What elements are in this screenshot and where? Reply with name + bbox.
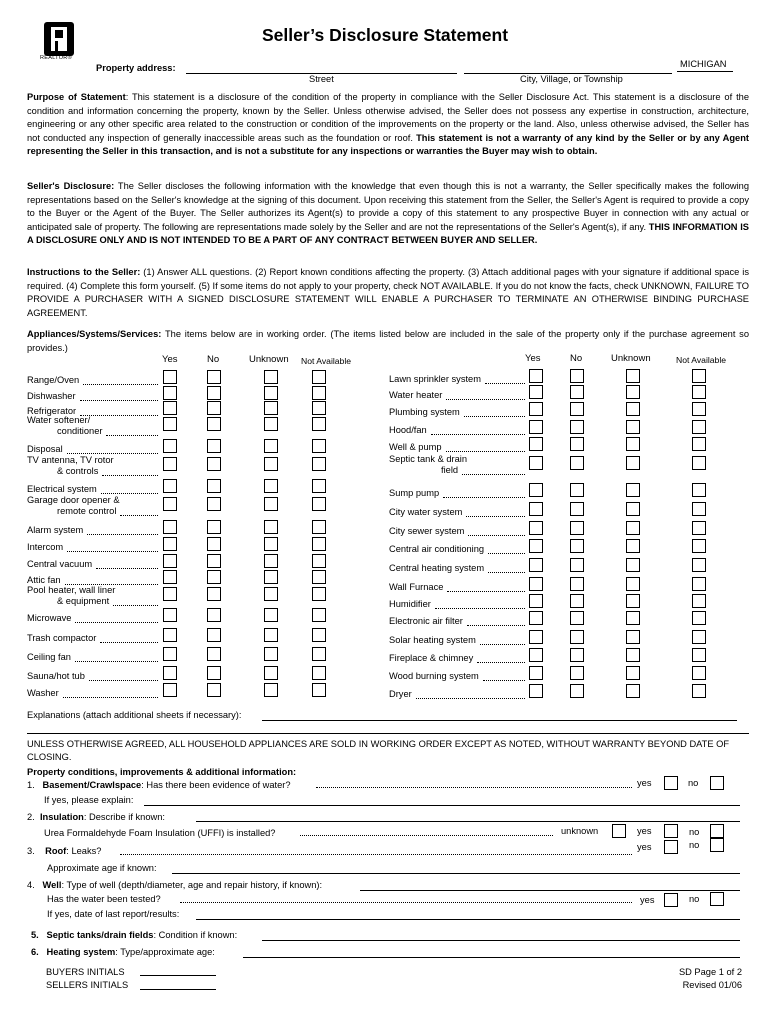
right-item-electronic-air-filter-yes-checkbox[interactable] <box>529 611 543 625</box>
right-item-city-sewer-system-yes-checkbox[interactable] <box>529 521 543 535</box>
left-item-sauna-hot-tub-yes-checkbox[interactable] <box>163 666 177 680</box>
left-item-trash-compactor-no-checkbox[interactable] <box>207 628 221 642</box>
right-item-sump-pump-leader <box>443 497 525 498</box>
right-item-city-sewer-system-no-checkbox[interactable] <box>570 521 584 535</box>
state-underline <box>677 71 733 72</box>
left-item-tv-antenna-tv-rotor-no-checkbox[interactable] <box>207 457 221 471</box>
right-item-sump-pump-unknown-checkbox[interactable] <box>626 483 640 497</box>
left-item-dishwasher-yes-checkbox[interactable] <box>163 386 177 400</box>
left-item-water-softener-unknown-checkbox[interactable] <box>264 417 278 431</box>
right-item-water-heater-unknown-checkbox[interactable] <box>626 385 640 399</box>
right-col-yes: Yes <box>525 353 541 364</box>
warranty-note: UNLESS OTHERWISE AGREED, ALL HOUSEHOLD APPLIANCES ARE SOLD IN WORKING ORDER EXCEPT AS NOTED, WITHOUT WARRANTY BEYOND DATE OF CLOSING. <box>27 739 730 762</box>
left-item-attic-fan-na-checkbox[interactable] <box>312 570 326 584</box>
left-item-trash-compactor-leader <box>100 642 158 643</box>
right-item-central-air-conditioning-yes-checkbox[interactable] <box>529 539 543 553</box>
right-item-lawn-sprinkler-system-label: Lawn sprinkler system <box>389 374 481 384</box>
right-item-central-heating-system-unknown-checkbox[interactable] <box>626 558 640 572</box>
left-item-tv-antenna-tv-rotor-yes-checkbox[interactable] <box>163 457 177 471</box>
realtor-logo-text: REALTOR® <box>40 55 72 61</box>
q4-date-field[interactable] <box>196 919 740 920</box>
right-item-electronic-air-filter-na-checkbox[interactable] <box>692 611 706 625</box>
right-item-electronic-air-filter-no-checkbox[interactable] <box>570 611 584 625</box>
q3: 3. Roof: Leaks? <box>27 846 102 856</box>
q1-explain-field[interactable] <box>144 805 740 806</box>
left-item-disposal-leader <box>67 453 158 454</box>
left-item-dishwasher-label: Dishwasher <box>27 391 76 401</box>
left-col-unknown: Unknown <box>249 354 289 365</box>
left-item-garage-door-opener-unknown-checkbox[interactable] <box>264 497 278 511</box>
left-item-microwave-no-checkbox[interactable] <box>207 608 221 622</box>
left-item-central-vacuum-unknown-checkbox[interactable] <box>264 554 278 568</box>
left-item-garage-door-opener-leader <box>120 515 158 516</box>
left-item-range-oven-yes-checkbox[interactable] <box>163 370 177 384</box>
left-item-washer-yes-checkbox[interactable] <box>163 683 177 697</box>
q4-yes-checkbox[interactable] <box>664 893 678 907</box>
left-item-refrigerator-label: Refrigerator <box>27 406 77 416</box>
right-item-solar-heating-system-no-checkbox[interactable] <box>570 630 584 644</box>
right-item-central-air-conditioning-unknown-checkbox[interactable] <box>626 539 640 553</box>
left-item-central-vacuum-no-checkbox[interactable] <box>207 554 221 568</box>
left-item-ceiling-fan-unknown-checkbox[interactable] <box>264 647 278 661</box>
right-item-central-heating-system-na-checkbox[interactable] <box>692 558 706 572</box>
revision: Revised 01/06 <box>682 980 742 990</box>
left-item-microwave-na-checkbox[interactable] <box>312 608 326 622</box>
left-item-ceiling-fan-na-checkbox[interactable] <box>312 647 326 661</box>
right-item-solar-heating-system-leader <box>480 644 525 645</box>
q3-age-label: Approximate age if known: <box>47 863 157 873</box>
right-item-city-water-system-unknown-checkbox[interactable] <box>626 502 640 516</box>
left-item-ceiling-fan-no-checkbox[interactable] <box>207 647 221 661</box>
right-item-water-heater-yes-checkbox[interactable] <box>529 385 543 399</box>
right-item-central-heating-system-yes-checkbox[interactable] <box>529 558 543 572</box>
left-item-central-vacuum-leader <box>96 568 158 569</box>
left-item-attic-fan-unknown-checkbox[interactable] <box>264 570 278 584</box>
right-item-hood-fan-no-checkbox[interactable] <box>570 420 584 434</box>
right-item-humidifier-unknown-checkbox[interactable] <box>626 594 640 608</box>
left-item-sauna-hot-tub-no-checkbox[interactable] <box>207 666 221 680</box>
left-item-disposal-yes-checkbox[interactable] <box>163 439 177 453</box>
page-title: Seller’s Disclosure Statement <box>261 25 509 45</box>
explanations-field[interactable] <box>262 720 737 721</box>
left-item-disposal-no-checkbox[interactable] <box>207 439 221 453</box>
left-item-washer-label: Washer <box>27 688 59 698</box>
q4-yes-label: yes <box>640 895 655 905</box>
q2-no-label: no <box>689 827 700 837</box>
q1-dots <box>316 787 632 788</box>
q3-yes-label: yes <box>637 842 652 852</box>
instructions-paragraph: Instructions to the Seller: (1) Answer ALL questions. (2) Report known conditions affecting the property. (3) Attach additional pages with your signature if additional space is required. (4) Complete this form yourself. (5) If some items do not apply to your property, check NOT AVAILABLE. If you do not know the facts, check UNKNOWN, FAILURE TO PROVIDE A PURCHASER WITH A SIGNED DISCLOSURE STATEMENT WILL ENABLE A PURCHASER TO TERMINATE AN OTHERWISE BINDING PURCHASE AGREEMENT. <box>27 267 749 318</box>
left-item-ceiling-fan-label: Ceiling fan <box>27 652 71 662</box>
left-item-refrigerator-leader <box>80 415 158 416</box>
q4-date-label: If yes, date of last report/results: <box>47 909 180 919</box>
left-item-alarm-system-label: Alarm system <box>27 525 84 535</box>
appliances-paragraph: Appliances/Systems/Services: The items below are in working order. (The items listed below are included in the sale of the property only if the purchase agreement so provides.) <box>27 329 749 353</box>
left-item-attic-fan-label: Attic fan <box>27 575 61 585</box>
left-item-tv-antenna-tv-rotor-na-checkbox[interactable] <box>312 457 326 471</box>
left-item-garage-door-opener-no-checkbox[interactable] <box>207 497 221 511</box>
right-item-plumbing-system-unknown-checkbox[interactable] <box>626 402 640 416</box>
right-item-well-pump-na-checkbox[interactable] <box>692 437 706 451</box>
right-item-hood-fan-na-checkbox[interactable] <box>692 420 706 434</box>
left-item-alarm-system-unknown-checkbox[interactable] <box>264 520 278 534</box>
right-item-central-heating-system-leader <box>488 572 525 573</box>
left-item-disposal-unknown-checkbox[interactable] <box>264 439 278 453</box>
q3-age-field[interactable] <box>172 873 740 874</box>
right-item-fireplace-chimney-leader <box>477 662 525 663</box>
right-item-wall-furnace-no-checkbox[interactable] <box>570 577 584 591</box>
right-item-lawn-sprinkler-system-leader <box>485 383 525 384</box>
q3-dots <box>120 854 632 855</box>
q3-yes-checkbox[interactable] <box>664 840 678 854</box>
q2-unknown-checkbox[interactable] <box>612 824 626 838</box>
right-item-city-water-system-no-checkbox[interactable] <box>570 502 584 516</box>
right-item-city-sewer-system-unknown-checkbox[interactable] <box>626 521 640 535</box>
sellers-initials-label: SELLERS INITIALS <box>46 980 129 990</box>
right-col-no: No <box>570 353 583 364</box>
right-item-dryer-no-checkbox[interactable] <box>570 684 584 698</box>
city-caption: City, Village, or Township <box>520 74 623 84</box>
left-item-microwave-label: Microwave <box>27 613 72 623</box>
left-item-refrigerator-yes-checkbox[interactable] <box>163 401 177 415</box>
disclosure-paragraph: Seller's Disclosure: The Seller discloses the following information with the knowledge that even though this is not a warranty, the Seller specifically makes the following representations based on the Seller's knowledge at the signing of this document. Upon receiving this statement from the Seller, the Seller's Agent is required to provide a copy to the Buyer or the Agent of the Buyer. The Seller authorizes its Agent(s) to provide a copy of this statement to any prospective Buyer in connection with any actual or anticipated sale of property. The following are representations made solely by the Seller and are not the representations of the Seller's Agent(s), if any. THIS INFORMATION IS A DISCLOSURE ONLY AND IS NOT INTENDED TO BE A PART OF ANY CONTRACT BETWEEN BUYER AND SELLER. <box>27 181 749 246</box>
q5-field[interactable] <box>262 940 740 941</box>
left-item-range-oven-no-checkbox[interactable] <box>207 370 221 384</box>
conditions-heading: Property conditions, improvements & additional information: <box>27 767 297 777</box>
right-item-well-pump-leader <box>446 451 525 452</box>
q2-dots <box>300 835 553 836</box>
right-item-sump-pump-label: Sump pump <box>389 488 440 498</box>
left-item-refrigerator-no-checkbox[interactable] <box>207 401 221 415</box>
sellers-initials-field[interactable] <box>140 989 216 990</box>
right-item-plumbing-system-leader <box>464 416 525 417</box>
q2: 2. Insulation: Describe if known: <box>27 812 165 822</box>
right-item-central-heating-system-no-checkbox[interactable] <box>570 558 584 572</box>
right-item-septic-tank-drain-yes-checkbox[interactable] <box>529 456 543 470</box>
right-item-dryer-unknown-checkbox[interactable] <box>626 684 640 698</box>
right-item-city-sewer-system-leader <box>468 535 525 536</box>
left-item-ceiling-fan-yes-checkbox[interactable] <box>163 647 177 661</box>
left-item-electrical-system-unknown-checkbox[interactable] <box>264 479 278 493</box>
q2-yes-checkbox[interactable] <box>664 824 678 838</box>
right-item-wall-furnace-na-checkbox[interactable] <box>692 577 706 591</box>
left-item-washer-leader <box>63 697 158 698</box>
right-item-wall-furnace-leader <box>447 591 525 592</box>
right-item-fireplace-chimney-no-checkbox[interactable] <box>570 648 584 662</box>
left-item-water-softener-yes-checkbox[interactable] <box>163 417 177 431</box>
left-item-tv-antenna-tv-rotor-unknown-checkbox[interactable] <box>264 457 278 471</box>
right-item-dryer-yes-checkbox[interactable] <box>529 684 543 698</box>
left-item-microwave-leader <box>75 622 158 623</box>
q1-no-checkbox[interactable] <box>710 776 724 790</box>
left-item-sauna-hot-tub-label: Sauna/hot tub <box>27 671 85 681</box>
right-item-water-heater-no-checkbox[interactable] <box>570 385 584 399</box>
left-item-pool-heater-wall-liner-yes-checkbox[interactable] <box>163 587 177 601</box>
explanations-label: Explanations (attach additional sheets if necessary): <box>27 710 242 720</box>
right-item-hood-fan-leader <box>431 434 525 435</box>
left-item-dishwasher-no-checkbox[interactable] <box>207 386 221 400</box>
left-item-water-softener-leader <box>106 435 158 436</box>
left-item-intercom-na-checkbox[interactable] <box>312 537 326 551</box>
right-item-wood-burning-system-leader <box>483 680 525 681</box>
left-item-water-softener-na-checkbox[interactable] <box>312 417 326 431</box>
left-item-central-vacuum-yes-checkbox[interactable] <box>163 554 177 568</box>
left-item-dishwasher-leader <box>80 400 158 401</box>
right-item-city-water-system-label: City water system <box>389 507 463 517</box>
left-item-attic-fan-leader <box>65 584 158 585</box>
right-item-septic-tank-drain-na-checkbox[interactable] <box>692 456 706 470</box>
q1-yes-checkbox[interactable] <box>664 776 678 790</box>
property-address-label: Property address: <box>96 63 176 73</box>
buyers-initials-field[interactable] <box>140 975 216 976</box>
left-item-attic-fan-no-checkbox[interactable] <box>207 570 221 584</box>
left-item-intercom-unknown-checkbox[interactable] <box>264 537 278 551</box>
left-item-alarm-system-yes-checkbox[interactable] <box>163 520 177 534</box>
right-item-lawn-sprinkler-system-unknown-checkbox[interactable] <box>626 369 640 383</box>
left-item-trash-compactor-na-checkbox[interactable] <box>312 628 326 642</box>
q4-no-label: no <box>689 894 700 904</box>
left-item-dishwasher-unknown-checkbox[interactable] <box>264 386 278 400</box>
left-item-pool-heater-wall-liner-na-checkbox[interactable] <box>312 587 326 601</box>
right-item-septic-tank-drain-leader <box>462 474 525 475</box>
left-item-alarm-system-leader <box>87 534 158 535</box>
right-item-wood-burning-system-unknown-checkbox[interactable] <box>626 666 640 680</box>
left-col-no: No <box>207 354 220 365</box>
right-item-electronic-air-filter-unknown-checkbox[interactable] <box>626 611 640 625</box>
right-item-wall-furnace-yes-checkbox[interactable] <box>529 577 543 591</box>
right-item-well-pump-label: Well & pump <box>389 442 442 452</box>
right-item-city-sewer-system-na-checkbox[interactable] <box>692 521 706 535</box>
right-item-wood-burning-system-na-checkbox[interactable] <box>692 666 706 680</box>
right-item-septic-tank-drain-label: Septic tank & drain field <box>389 454 468 475</box>
right-item-city-sewer-system-label: City sewer system <box>389 526 465 536</box>
right-item-sump-pump-no-checkbox[interactable] <box>570 483 584 497</box>
right-item-solar-heating-system-yes-checkbox[interactable] <box>529 630 543 644</box>
right-item-humidifier-yes-checkbox[interactable] <box>529 594 543 608</box>
right-col-na: Not Available <box>676 355 727 365</box>
q4-no-checkbox[interactable] <box>710 892 724 906</box>
left-item-ceiling-fan-leader <box>75 661 158 662</box>
left-item-garage-door-opener-yes-checkbox[interactable] <box>163 497 177 511</box>
right-item-well-pump-unknown-checkbox[interactable] <box>626 437 640 451</box>
right-item-humidifier-label: Humidifier <box>389 599 431 609</box>
q1-yes-label: yes <box>637 778 652 788</box>
right-item-dryer-label: Dryer <box>389 689 412 699</box>
right-item-water-heater-na-checkbox[interactable] <box>692 385 706 399</box>
q1-no-label: no <box>688 778 699 788</box>
page-number: SD Page 1 of 2 <box>678 967 742 977</box>
right-item-solar-heating-system-unknown-checkbox[interactable] <box>626 630 640 644</box>
left-item-sauna-hot-tub-na-checkbox[interactable] <box>312 666 326 680</box>
q1: 1. Basement/Crawlspace: Has there been evidence of water? <box>27 780 291 790</box>
right-item-plumbing-system-no-checkbox[interactable] <box>570 402 584 416</box>
q2-describe-field[interactable] <box>196 821 740 822</box>
q6-field[interactable] <box>243 957 740 958</box>
right-item-solar-heating-system-label: Solar heating system <box>389 635 476 645</box>
left-item-attic-fan-yes-checkbox[interactable] <box>163 570 177 584</box>
state-label: MICHIGAN <box>680 59 727 69</box>
left-item-disposal-na-checkbox[interactable] <box>312 439 326 453</box>
left-item-tv-antenna-tv-rotor-leader <box>102 475 158 476</box>
right-item-humidifier-no-checkbox[interactable] <box>570 594 584 608</box>
left-item-garage-door-opener-na-checkbox[interactable] <box>312 497 326 511</box>
right-item-well-pump-no-checkbox[interactable] <box>570 437 584 451</box>
left-item-electrical-system-leader <box>101 493 158 494</box>
left-item-pool-heater-wall-liner-no-checkbox[interactable] <box>207 587 221 601</box>
left-item-water-softener-no-checkbox[interactable] <box>207 417 221 431</box>
left-item-intercom-leader <box>67 551 158 552</box>
right-item-well-pump-yes-checkbox[interactable] <box>529 437 543 451</box>
q4-dots <box>180 902 632 903</box>
left-item-trash-compactor-unknown-checkbox[interactable] <box>264 628 278 642</box>
left-item-sauna-hot-tub-unknown-checkbox[interactable] <box>264 666 278 680</box>
right-item-central-heating-system-label: Central heating system <box>389 563 485 573</box>
right-item-fireplace-chimney-yes-checkbox[interactable] <box>529 648 543 662</box>
q4-well-field[interactable] <box>360 890 740 891</box>
left-item-central-vacuum-na-checkbox[interactable] <box>312 554 326 568</box>
left-item-garage-door-opener-label: Garage door opener & remote control <box>27 495 120 516</box>
right-item-solar-heating-system-na-checkbox[interactable] <box>692 630 706 644</box>
right-item-septic-tank-drain-unknown-checkbox[interactable] <box>626 456 640 470</box>
q2-uffi-label: Urea Formaldehyde Foam Insulation (UFFI) is installed? <box>44 828 276 838</box>
right-item-lawn-sprinkler-system-no-checkbox[interactable] <box>570 369 584 383</box>
right-item-lawn-sprinkler-system-na-checkbox[interactable] <box>692 369 706 383</box>
q2-unknown-label: unknown <box>561 826 599 836</box>
right-item-central-air-conditioning-na-checkbox[interactable] <box>692 539 706 553</box>
left-item-sauna-hot-tub-leader <box>89 680 158 681</box>
left-item-range-oven-label: Range/Oven <box>27 375 80 385</box>
left-item-range-oven-unknown-checkbox[interactable] <box>264 370 278 384</box>
left-item-trash-compactor-label: Trash compactor <box>27 633 97 643</box>
q1-explain-label: If yes, please explain: <box>44 795 134 805</box>
left-item-range-oven-leader <box>83 384 158 385</box>
q6: 6. Heating system: Type/approximate age: <box>31 947 215 957</box>
q4-tested-label: Has the water been tested? <box>47 894 161 904</box>
left-item-alarm-system-no-checkbox[interactable] <box>207 520 221 534</box>
right-item-lawn-sprinkler-system-yes-checkbox[interactable] <box>529 369 543 383</box>
right-item-dryer-leader <box>416 698 525 699</box>
left-item-pool-heater-wall-liner-leader <box>113 605 158 606</box>
right-item-wall-furnace-unknown-checkbox[interactable] <box>626 577 640 591</box>
q5: 5. Septic tanks/drain fields: Condition if known: <box>31 930 238 940</box>
q3-no-checkbox[interactable] <box>710 838 724 852</box>
left-item-electrical-system-no-checkbox[interactable] <box>207 479 221 493</box>
right-item-humidifier-na-checkbox[interactable] <box>692 594 706 608</box>
right-item-septic-tank-drain-no-checkbox[interactable] <box>570 456 584 470</box>
left-item-electrical-system-label: Electrical system <box>27 484 97 494</box>
right-item-wall-furnace-label: Wall Furnace <box>389 582 444 592</box>
right-item-plumbing-system-na-checkbox[interactable] <box>692 402 706 416</box>
right-item-wood-burning-system-label: Wood burning system <box>389 671 479 681</box>
left-col-yes: Yes <box>162 354 178 365</box>
right-item-sump-pump-na-checkbox[interactable] <box>692 483 706 497</box>
left-item-refrigerator-na-checkbox[interactable] <box>312 401 326 415</box>
right-item-fireplace-chimney-label: Fireplace & chimney <box>389 653 474 663</box>
left-item-electrical-system-na-checkbox[interactable] <box>312 479 326 493</box>
q2-no-checkbox[interactable] <box>710 824 724 838</box>
q3-no-label: no <box>689 840 700 850</box>
street-caption: Street <box>309 74 334 84</box>
right-item-hood-fan-label: Hood/fan <box>389 425 427 435</box>
buyers-initials-label: BUYERS INITIALS <box>46 967 125 977</box>
right-item-electronic-air-filter-leader <box>467 625 525 626</box>
left-item-water-softener-label: Water softener/ conditioner <box>27 415 103 436</box>
left-item-pool-heater-wall-liner-label: Pool heater, wall liner & equipment <box>27 585 116 606</box>
left-item-central-vacuum-label: Central vacuum <box>27 559 93 569</box>
left-item-intercom-no-checkbox[interactable] <box>207 537 221 551</box>
left-col-na: Not Available <box>301 356 352 366</box>
left-item-range-oven-na-checkbox[interactable] <box>312 370 326 384</box>
right-item-central-air-conditioning-label: Central air conditioning <box>389 544 485 554</box>
right-item-water-heater-label: Water heater <box>389 390 443 400</box>
right-col-unknown: Unknown <box>611 353 651 364</box>
right-item-plumbing-system-label: Plumbing system <box>389 407 460 417</box>
right-item-plumbing-system-yes-checkbox[interactable] <box>529 402 543 416</box>
right-item-central-air-conditioning-no-checkbox[interactable] <box>570 539 584 553</box>
left-item-washer-unknown-checkbox[interactable] <box>264 683 278 697</box>
right-item-hood-fan-unknown-checkbox[interactable] <box>626 420 640 434</box>
left-item-washer-na-checkbox[interactable] <box>312 683 326 697</box>
right-item-wood-burning-system-yes-checkbox[interactable] <box>529 666 543 680</box>
right-item-central-air-conditioning-leader <box>488 553 525 554</box>
left-item-refrigerator-unknown-checkbox[interactable] <box>264 401 278 415</box>
divider <box>27 733 749 734</box>
right-item-city-water-system-na-checkbox[interactable] <box>692 502 706 516</box>
q4: 4. Well: Type of well (depth/diameter, age and repair history, if known): <box>27 880 323 890</box>
left-item-electrical-system-yes-checkbox[interactable] <box>163 479 177 493</box>
left-item-washer-no-checkbox[interactable] <box>207 683 221 697</box>
right-item-city-water-system-leader <box>466 516 525 517</box>
right-item-hood-fan-yes-checkbox[interactable] <box>529 420 543 434</box>
left-item-intercom-label: Intercom <box>27 542 64 552</box>
left-item-tv-antenna-tv-rotor-label: TV antenna, TV rotor & controls <box>27 455 114 476</box>
right-item-wood-burning-system-no-checkbox[interactable] <box>570 666 584 680</box>
purpose-paragraph: Purpose of Statement: This statement is a disclosure of the condition of the property in compliance with the Seller Disclosure Act. This statement is a disclosure of the condition and information concerning the property, known by the Seller. Unless otherwise advised, the Seller does not possess any expertise in construction, architecture, engineering or any other specific area related to the construction or condition of the improvements on the property or the land. Also, unless otherwise advised, the Seller has not conducted any inspection of generally inaccessible areas such as the foundation or roof. This statement is not a warranty of any kind by the Seller or by any Agent representing the Seller in this transaction, and is not a substitute for any inspections or warranties the Buyer may wish to obtain. <box>27 92 749 157</box>
right-item-city-water-system-yes-checkbox[interactable] <box>529 502 543 516</box>
right-item-sump-pump-yes-checkbox[interactable] <box>529 483 543 497</box>
left-item-alarm-system-na-checkbox[interactable] <box>312 520 326 534</box>
left-item-microwave-unknown-checkbox[interactable] <box>264 608 278 622</box>
right-item-fireplace-chimney-unknown-checkbox[interactable] <box>626 648 640 662</box>
left-item-dishwasher-na-checkbox[interactable] <box>312 386 326 400</box>
left-item-intercom-yes-checkbox[interactable] <box>163 537 177 551</box>
right-item-fireplace-chimney-na-checkbox[interactable] <box>692 648 706 662</box>
q2-yes-label: yes <box>637 826 652 836</box>
right-item-dryer-na-checkbox[interactable] <box>692 684 706 698</box>
left-item-trash-compactor-yes-checkbox[interactable] <box>163 628 177 642</box>
right-item-water-heater-leader <box>446 399 525 400</box>
left-item-pool-heater-wall-liner-unknown-checkbox[interactable] <box>264 587 278 601</box>
right-item-electronic-air-filter-label: Electronic air filter <box>389 616 463 626</box>
left-item-microwave-yes-checkbox[interactable] <box>163 608 177 622</box>
left-item-disposal-label: Disposal <box>27 444 63 454</box>
right-item-humidifier-leader <box>435 608 525 609</box>
